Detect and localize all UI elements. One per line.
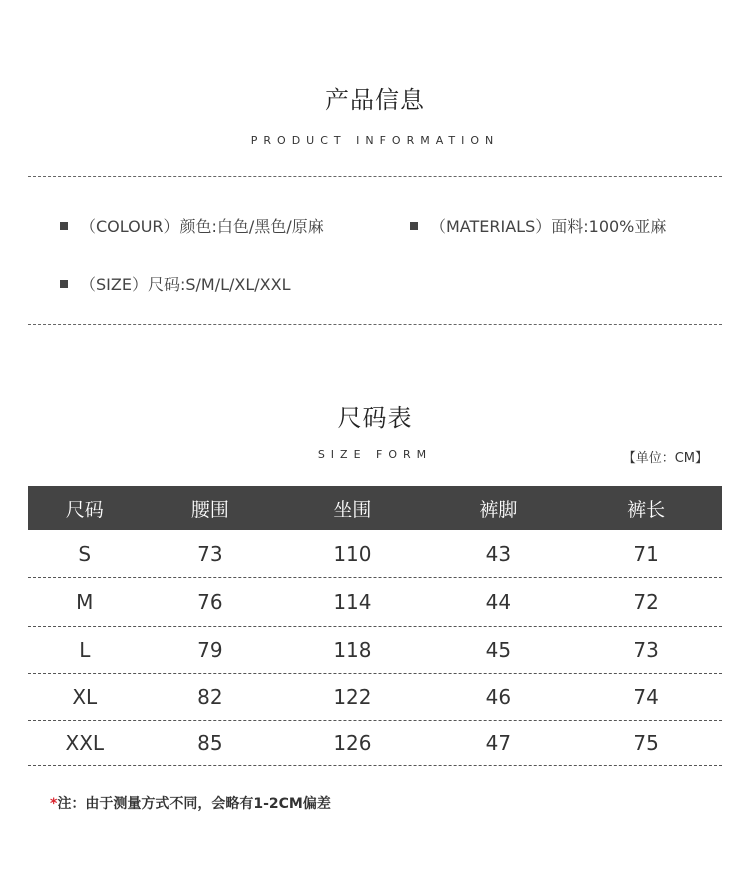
size-form-title: 尺码表: [337, 404, 413, 432]
cell-waist: 73: [197, 541, 223, 566]
cell-waist: 82: [197, 685, 223, 709]
cell-hip: 114: [333, 590, 372, 614]
note-text: 注：由于测量方式不同，会略有1-2CM偏差: [57, 796, 331, 812]
bullet-square-icon: [410, 222, 418, 230]
table-row: [28, 674, 722, 721]
cell-hem: 45: [485, 638, 512, 662]
divider-bottom: [28, 324, 722, 325]
attr-materials-text: （MATERIALS）面料:100%亚麻: [430, 217, 667, 236]
cell-size: L: [79, 638, 91, 662]
table-row: [28, 530, 722, 578]
cell-hip: 126: [333, 731, 372, 755]
cell-size: M: [76, 590, 94, 614]
size-form-subtitle: SIZE FORM: [317, 448, 433, 461]
cell-size: S: [78, 541, 92, 566]
cell-waist: 85: [197, 731, 223, 755]
cell-length: 71: [633, 541, 659, 566]
cell-size: XL: [72, 685, 98, 709]
note-star: *: [50, 796, 58, 812]
cell-size: XXL: [65, 731, 105, 755]
table-row: [28, 627, 722, 674]
attr-materials: [410, 214, 666, 237]
measurement-note: [50, 793, 331, 813]
unit-label: 【单位：CM】: [622, 451, 708, 466]
header-hip: 坐围: [333, 498, 372, 521]
cell-hem: 44: [485, 590, 512, 614]
bullet-square-icon: [60, 222, 68, 230]
cell-waist: 79: [197, 638, 223, 662]
cell-length: 75: [633, 731, 659, 755]
cell-hem: 43: [485, 541, 512, 566]
cell-length: 74: [633, 685, 659, 709]
header-length: 裤长: [627, 498, 666, 521]
attr-colour-text: （COLOUR）颜色:白色/黑色/原麻: [80, 217, 324, 236]
cell-length: 72: [633, 590, 659, 614]
cell-hip: 110: [333, 541, 372, 566]
attr-colour: [60, 214, 324, 237]
header-size: 尺码: [65, 498, 104, 521]
cell-hem: 47: [485, 731, 512, 755]
cell-hem: 46: [485, 685, 512, 709]
product-info-title: 产品信息: [325, 86, 425, 114]
table-header: [28, 486, 722, 530]
cell-length: 73: [633, 638, 659, 662]
divider-top: [28, 176, 722, 177]
product-info-subtitle: PRODUCT INFORMATION: [250, 134, 500, 147]
attr-size: [60, 272, 291, 295]
header-waist: 腰围: [190, 498, 229, 521]
cell-hip: 118: [333, 638, 372, 662]
bullet-square-icon: [60, 280, 68, 288]
cell-waist: 76: [197, 590, 223, 614]
cell-hip: 122: [333, 685, 372, 709]
attr-size-text: （SIZE）尺码:S/M/L/XL/XXL: [80, 275, 291, 294]
table-row: [28, 578, 722, 627]
header-hem: 裤脚: [479, 498, 518, 521]
size-table: [28, 486, 722, 766]
table-row: [28, 721, 722, 766]
